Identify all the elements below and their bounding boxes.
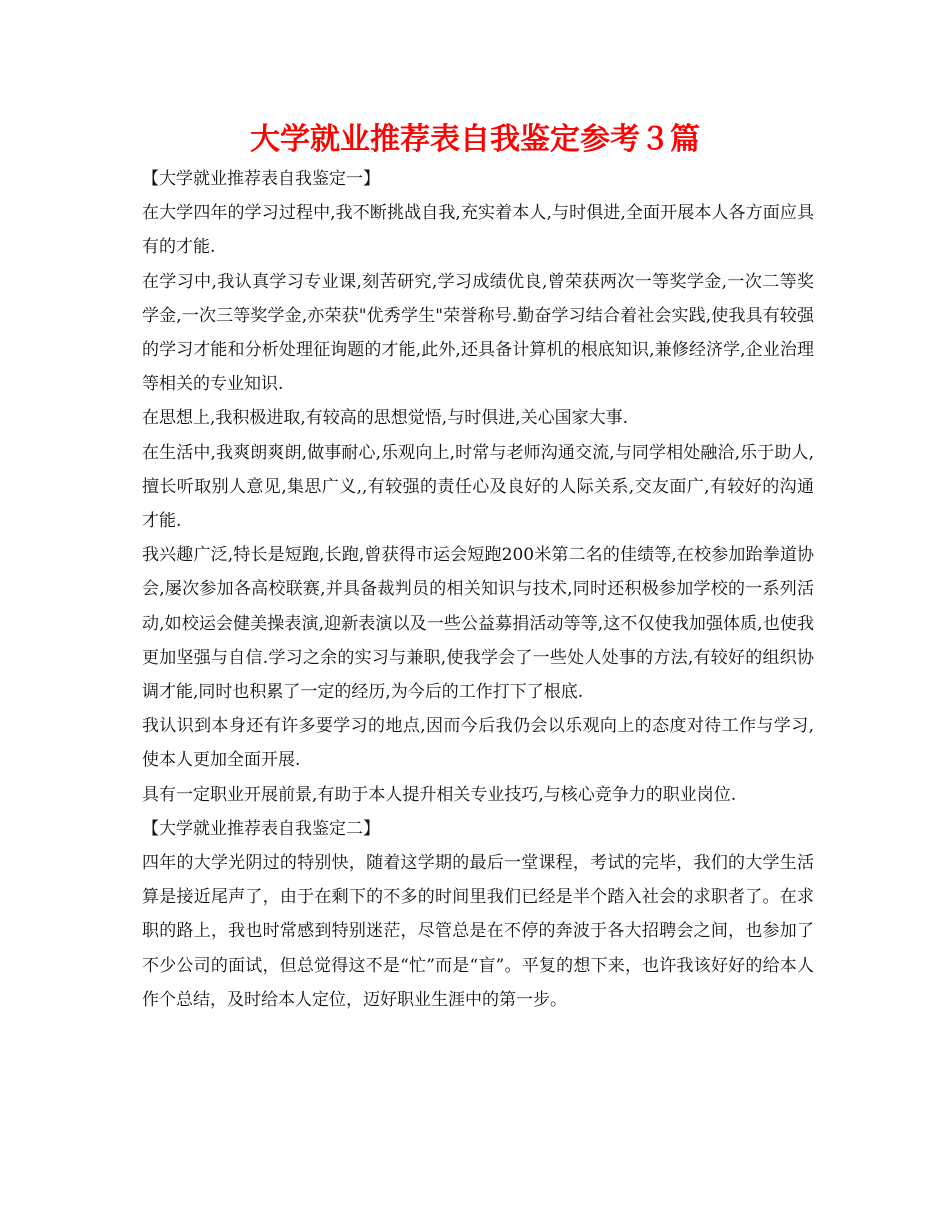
section-1-paragraph-6: 我认识到本身还有许多要学习的地点,因而今后我仍会以乐观向上的态度对待工作与学习,使本人更加全面开展. [142, 716, 814, 771]
section-2-paragraph-1: 四年的大学光阴过的特别快，随着这学期的最后一堂课程，考试的完毕，我们的大学生活算是接近尾声了，由于在剩下的不多的时间里我们已经是半个踏入社会的求职者了。在求职的路上，我也时常感到特别迷茫，尽管总是在不停的奔波于各大招聘会之间，也参加了不少公司的面试，但总觉得这不是“忙”而是“盲”。平复的想下来，也许我该好好的给本人作个总结，及时给本人定位，迈好职业生涯中的第一步。 [142, 853, 814, 1010]
document-title: 大学就业推荐表自我鉴定参考３篇 [250, 122, 700, 157]
section-1-paragraph-7: 具有一定职业开展前景,有助于本人提升相关专业技巧,与核心竞争力的职业岗位. [142, 784, 737, 805]
section-1-paragraph-2: 在学习中,我认真学习专业课,刻苦研究,学习成绩优良,曾荣获两次一等奖学金,一次二等奖学金,一次三等奖学金,亦荣获"优秀学生"荣誉称号.勤奋学习结合着社会实践,使我具有较强的学习才能和分析处理征询题的才能,此外,还具备计算机的根底知识,兼修经济学,企业治理等相关的专业知识. [142, 271, 814, 395]
section-1-paragraph-1: 在大学四年的学习过程中,我不断挑战自我,充实着本人,与时俱进,全面开展本人各方面应具有的才能. [142, 203, 814, 258]
section-1-paragraph-3: 在思想上,我积极进取,有较高的思想觉悟,与时俱进,关心国家大事. [142, 408, 629, 429]
section-1 [142, 162, 814, 812]
section-1-paragraph-4: 在生活中,我爽朗爽朗,做事耐心,乐观向上,时常与老师沟通交流,与同学相处融洽,乐于助人,擅长听取别人意见,集思广义,,有较强的责任心及良好的人际关系,交友面广,有较好的沟通才能. [142, 442, 814, 532]
section-1-heading: 【大学就业推荐表自我鉴定一】 [142, 169, 380, 189]
document-body [142, 162, 814, 1017]
section-2-heading: 【大学就业推荐表自我鉴定二】 [142, 818, 380, 839]
section-2 [142, 812, 814, 1017]
section-1-paragraph-5: 我兴趣广泛,特长是短跑,长跑,曾获得市运会短跑200米第二名的佳绩等,在校参加跆拳道协会,屡次参加各高校联赛,并具备裁判员的相关知识与技术,同时还积极参加学校的一系列活动,如校运会健美操表演,迎新表演以及一些公益募捐活动等等,这不仅使我加强体质,也使我更加坚强与自信.学习之余的实习与兼职,使我学会了一些处人处事的方法,有较好的组织协调才能,同时也积累了一定的经历,为今后的工作打下了根底. [142, 545, 814, 703]
